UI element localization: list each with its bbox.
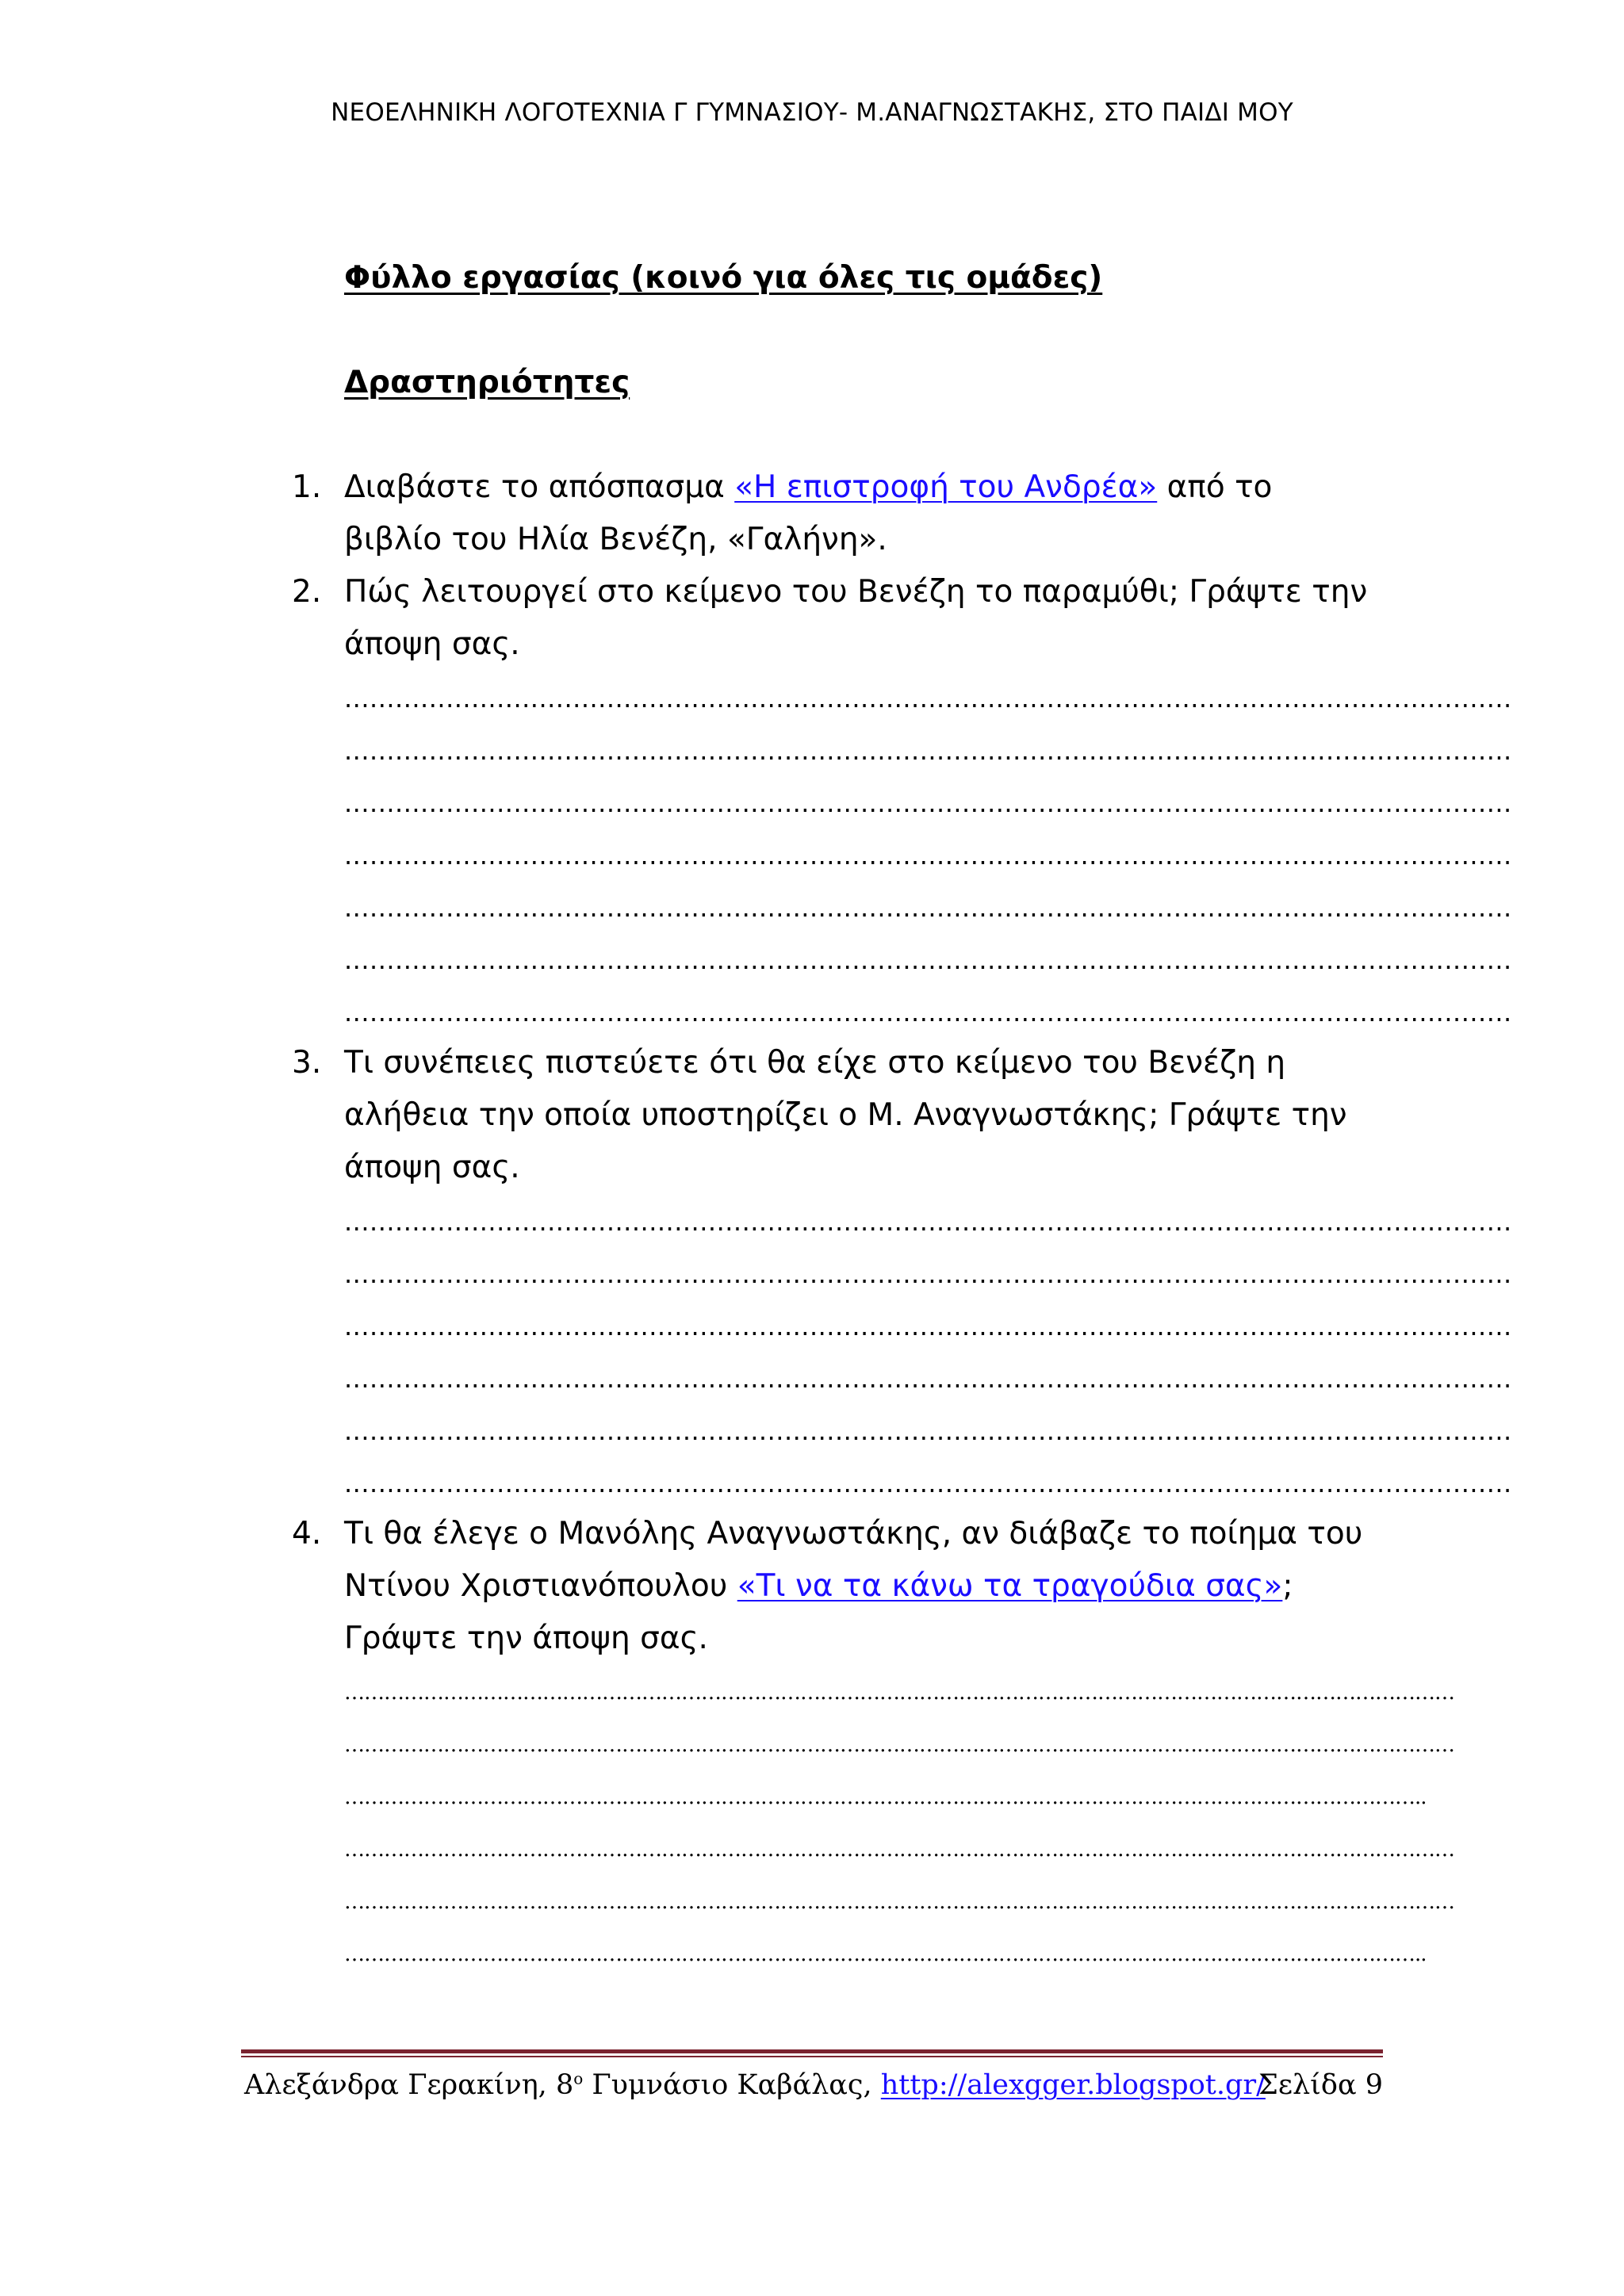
worksheet-title: Φύλλο εργασίας (κοινό για όλες τις ομάδες) xyxy=(344,260,1103,296)
task-text-part: Διαβάστε το απόσπασμα xyxy=(344,469,735,505)
task-text-part: Τι θα έλεγε ο Μανόλης Αναγνωστάκης, αν διάβαζε το ποίημα του Ντίνου Χριστιανόπουλου xyxy=(344,1516,1363,1604)
activities-heading: Δραστηριότητες xyxy=(344,365,630,400)
task-text-part: από το βιβλίο του Ηλία Βενέζη, «Γαλήνη». xyxy=(344,469,1273,557)
worksheet-body xyxy=(292,252,1512,1979)
answer-line[interactable]: .......................................................................................................................................... xyxy=(344,1311,1512,1341)
task-number: 4. xyxy=(292,1516,322,1552)
footer-credit xyxy=(244,2061,1266,2109)
answer-line[interactable]: .......................................................................................................................................... xyxy=(344,893,1512,923)
task-item-3 xyxy=(292,1037,1512,1508)
answer-line[interactable]: .......................................................................................................................................... xyxy=(344,736,1512,766)
andreas-return-link[interactable]: «Η επιστροφή του Ανδρέα» xyxy=(734,469,1158,505)
task-item-1 xyxy=(292,461,1375,566)
task-item-2 xyxy=(292,566,1512,1037)
running-header: ΝΕΟΕΛΗΝΙΚΗ ΛΟΓΟΤΕΧΝΙΑ Γ ΓΥΜΝΑΣΙΟΥ- Μ.ΑΝΑΓΝΩΣΤΑΚΗΣ, ΣΤΟ ΠΑΙΔΙ ΜΟΥ xyxy=(331,98,1293,127)
christianopoulos-poem-link[interactable]: «Τι να τα κάνω τα τραγούδια σας» xyxy=(737,1568,1283,1604)
footer-school-superscript: ο xyxy=(573,2068,584,2088)
answer-line[interactable]: …………………………………………………………………………………………………………………………………………………… xyxy=(344,1838,1454,1862)
answer-line[interactable]: .......................................................................................................................................... xyxy=(344,1468,1512,1498)
task-item-4 xyxy=(292,1508,1454,1979)
answer-line[interactable]: .......................................................................................................................................... xyxy=(344,1364,1512,1394)
answer-line[interactable]: …………………………………………………………………………………………………………………………………………………… xyxy=(344,1681,1454,1705)
answer-line[interactable]: .......................................................................................................................................... xyxy=(344,945,1512,975)
page-number: Σελίδα 9 xyxy=(1258,2069,1383,2101)
task-text-part: ; Γράψτε την άποψη σας. xyxy=(344,1568,1293,1656)
task-text: Πώς λειτουργεί στο κείμενο του Βενέζη το παραμύθι; Γράψτε την άποψη σας. xyxy=(344,574,1368,662)
answer-line[interactable]: .......................................................................................................................................... xyxy=(344,840,1512,871)
answer-line[interactable]: ……………………………………………………………………………………………………………………………………………….. xyxy=(344,1785,1427,1809)
blog-url-link[interactable]: http://alexgger.blogspot.gr/ xyxy=(880,2069,1266,2101)
footer-author: Αλεξάνδρα Γερακίνη, xyxy=(244,2069,547,2101)
task-text xyxy=(344,461,1375,566)
answer-line[interactable]: .......................................................................................................................................... xyxy=(344,1416,1512,1446)
answer-line[interactable]: .......................................................................................................................................... xyxy=(344,683,1512,714)
task-text xyxy=(344,1508,1375,1665)
answer-line[interactable]: .......................................................................................................................................... xyxy=(344,997,1512,1027)
page-footer xyxy=(244,2061,1383,2109)
task-number: 2. xyxy=(292,574,322,610)
footer-school: Γυμνάσιο Καβάλας, xyxy=(583,2069,872,2101)
answer-line[interactable]: .......................................................................................................................................... xyxy=(344,1259,1512,1289)
answer-line[interactable]: ……………………………………………………………………………………………………………………………………………….. xyxy=(344,1942,1427,1966)
footer-divider xyxy=(241,2056,1383,2057)
task-list xyxy=(292,461,1512,1979)
answer-line[interactable]: …………………………………………………………………………………………………………………………………………………… xyxy=(344,1733,1454,1757)
task-number: 3. xyxy=(292,1045,322,1081)
answer-line[interactable]: …………………………………………………………………………………………………………………………………………………… xyxy=(344,1890,1454,1914)
footer-divider xyxy=(241,2049,1383,2053)
task-number: 1. xyxy=(292,469,322,505)
answer-line[interactable]: .......................................................................................................................................... xyxy=(344,1207,1512,1237)
footer-school-number: 8 xyxy=(555,2069,574,2101)
task-text: Τι συνέπειες πιστεύετε ότι θα είχε στο κείμενο του Βενέζη η αλήθεια την οποία υποστηρίζει ο Μ. Αναγνωστάκης; Γράψτε την άποψη σας. xyxy=(344,1045,1347,1185)
answer-line[interactable]: .......................................................................................................................................... xyxy=(344,788,1512,818)
